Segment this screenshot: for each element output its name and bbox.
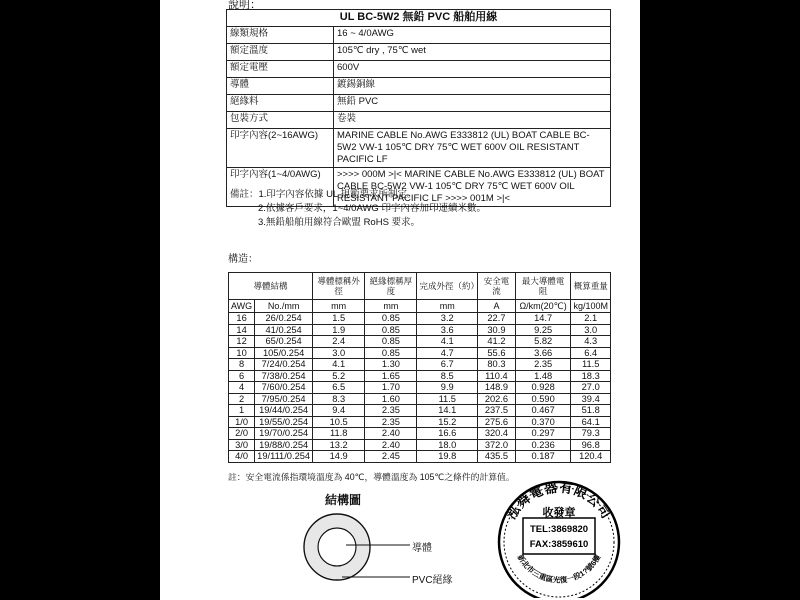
spec-value: 鍍錫銅線 [334, 78, 611, 95]
table-row [229, 359, 611, 371]
table-cell: 14 [229, 324, 255, 336]
table-cell: 30.9 [478, 324, 516, 336]
header-conductor: 導體結構 [229, 273, 313, 300]
table-cell: 7/38/0.254 [255, 370, 313, 382]
table-cell: 1.70 [365, 382, 417, 394]
table-cell: 435.5 [478, 451, 516, 463]
table-cell: 22.7 [478, 313, 516, 325]
table-cell: 41.2 [478, 336, 516, 348]
table-cell: 3.0 [313, 347, 365, 359]
table-cell: 19/44/0.254 [255, 405, 313, 417]
table-cell: 4.1 [417, 336, 478, 348]
table-cell: 4.1 [313, 359, 365, 371]
table-cell: 0.370 [515, 416, 571, 428]
header-label: 說明： [228, 0, 261, 11]
table-cell: 6.5 [313, 382, 365, 394]
spec-value: 卷裝 [334, 112, 611, 129]
table-cell: 55.6 [478, 347, 516, 359]
spec-key: 包裝方式 [227, 112, 334, 129]
table-row [229, 451, 611, 463]
spec-key: 額定電壓 [227, 61, 334, 78]
table-cell: 120.4 [571, 451, 611, 463]
table-cell: 13.2 [313, 439, 365, 451]
table-cell: 1.60 [365, 393, 417, 405]
table-cell: 96.8 [571, 439, 611, 451]
table-cell: 237.5 [478, 405, 516, 417]
stamp-line2: TEL:3869820 [529, 524, 589, 535]
table-cell: 2.40 [365, 439, 417, 451]
table-cell: 80.3 [478, 359, 516, 371]
construction-table [228, 272, 611, 463]
note-1: 備註：1.印字內容依據 UL 規範要求所制定。 [230, 189, 417, 200]
conductor-label: 導體 [412, 543, 432, 554]
table-cell: 4/0 [229, 451, 255, 463]
table-cell: 2.45 [365, 451, 417, 463]
stamp-line1: 收發章 [542, 507, 576, 519]
stamp-line3: FAX:3859610 [529, 539, 589, 550]
table-cell: 16.6 [417, 428, 478, 440]
table-cell: 2/0 [229, 428, 255, 440]
table-cell: 19/111/0.254 [255, 451, 313, 463]
spec-value: 無鉛 PVC [334, 95, 611, 112]
spec-key: 額定溫度 [227, 44, 334, 61]
table-cell: 19/70/0.254 [255, 428, 313, 440]
construction-label: 構造： [228, 254, 258, 265]
table-cell: 11.5 [571, 359, 611, 371]
table-cell: 14.7 [515, 313, 571, 325]
table-cell: 14.9 [313, 451, 365, 463]
spec-value: MARINE CABLE No.AWG E333812 (UL) BOAT CABLE BC-5W2 VW-1 105℃ DRY 75℃ WET 600V OIL RESISTANT PACIFIC LF [334, 129, 611, 168]
table-cell: 7/24/0.254 [255, 359, 313, 371]
table-cell: 2 [229, 393, 255, 405]
table-cell: 41/0.254 [255, 324, 313, 336]
table-cell: 3.0 [571, 324, 611, 336]
table-cell: 2.1 [571, 313, 611, 325]
unit-mm: mm [417, 300, 478, 313]
spec-key: 導體 [227, 78, 334, 95]
header-conductor-od: 導體標稱外徑 [313, 273, 365, 300]
table-row [229, 416, 611, 428]
table-row [229, 347, 611, 359]
table-cell: 0.297 [515, 428, 571, 440]
table-cell: 3.2 [417, 313, 478, 325]
table-row [229, 382, 611, 394]
table-cell: 4.3 [571, 336, 611, 348]
table-cell: 105/0.254 [255, 347, 313, 359]
spec-value: 16 ~ 4/0AWG [334, 27, 611, 44]
table-row [229, 370, 611, 382]
table-cell: 0.928 [515, 382, 571, 394]
table-cell: 12 [229, 336, 255, 348]
spec-title: UL BC-5W2 無鉛 PVC 船舶用線 [227, 10, 611, 27]
unit-kg: kg/100M [571, 300, 611, 313]
spec-key: 印字內容(2~16AWG) [227, 129, 334, 168]
table-row [229, 439, 611, 451]
unit-awg: AWG [229, 300, 255, 313]
table-cell: 1 [229, 405, 255, 417]
spec-value: 600V [334, 61, 611, 78]
table-cell: 1.48 [515, 370, 571, 382]
table-cell: 4.7 [417, 347, 478, 359]
header-resistance: 最大導體電阻 [515, 273, 571, 300]
table-row [229, 405, 611, 417]
table-cell: 8.3 [313, 393, 365, 405]
unit-no: No./mm [255, 300, 313, 313]
document-page [160, 0, 640, 600]
footnote: 註：安全電流係指環境溫度為 40℃，導體溫度為 105℃之條件的計算值。 [228, 472, 515, 482]
table-cell: 5.2 [313, 370, 365, 382]
construction-table-body [229, 313, 611, 463]
table-cell: 372.0 [478, 439, 516, 451]
table-cell: 6 [229, 370, 255, 382]
table-cell: 65/0.254 [255, 336, 313, 348]
diagram-title: 結構圖 [325, 493, 362, 507]
table-cell: 9.9 [417, 382, 478, 394]
insulation-label: PVC絕緣 [412, 575, 453, 586]
company-stamp [495, 480, 623, 598]
note-3: 3.無鉛船舶用線符合歐盟 RoHS 要求。 [258, 217, 421, 228]
table-cell: 10 [229, 347, 255, 359]
note-2: 2.依據客戶要求，1~4/0AWG 印字內容加印連續米數。 [258, 203, 486, 214]
table-cell: 8.5 [417, 370, 478, 382]
unit-a: A [478, 300, 516, 313]
spec-value: >>>> 000M >|< MARINE CABLE No.AWG E333812 (UL) BOAT CABLE BC-5W2 VW-1 105℃ DRY 75℃ WET 600V OIL RESISTANT PACIFIC LF >>>> 001M >|< [334, 168, 611, 207]
table-cell: 2.35 [365, 416, 417, 428]
table-cell: 11.5 [417, 393, 478, 405]
table-cell: 0.85 [365, 313, 417, 325]
table-cell: 0.236 [515, 439, 571, 451]
table-cell: 0.590 [515, 393, 571, 405]
unit-ohm: Ω/km(20℃) [515, 300, 571, 313]
table-cell: 7/60/0.254 [255, 382, 313, 394]
header-weight: 概算重量 [571, 273, 611, 300]
spec-key: 印字內容(1~4/0AWG) [227, 168, 334, 207]
table-cell: 1.5 [313, 313, 365, 325]
table-cell: 148.9 [478, 382, 516, 394]
table-cell: 8 [229, 359, 255, 371]
table-cell: 2.35 [515, 359, 571, 371]
header-finished-od: 完成外徑（約） [417, 273, 478, 300]
table-cell: 19/88/0.254 [255, 439, 313, 451]
table-cell: 0.85 [365, 336, 417, 348]
table-cell: 16 [229, 313, 255, 325]
table-cell: 3.6 [417, 324, 478, 336]
unit-mm: mm [365, 300, 417, 313]
table-cell: 2.40 [365, 428, 417, 440]
table-cell: 1/0 [229, 416, 255, 428]
table-cell: 27.0 [571, 382, 611, 394]
table-cell: 110.4 [478, 370, 516, 382]
table-cell: 1.30 [365, 359, 417, 371]
stamp-bottom-text: 新北市三重區光復一段1?號6樓 [515, 553, 603, 585]
table-cell: 0.85 [365, 324, 417, 336]
table-cell: 320.4 [478, 428, 516, 440]
table-cell: 18.3 [571, 370, 611, 382]
table-cell: 19.8 [417, 451, 478, 463]
table-cell: 26/0.254 [255, 313, 313, 325]
table-row [229, 428, 611, 440]
table-cell: 11.8 [313, 428, 365, 440]
table-row [229, 393, 611, 405]
spec-table [226, 9, 611, 207]
table-cell: 6.4 [571, 347, 611, 359]
table-cell: 6.7 [417, 359, 478, 371]
table-row [229, 324, 611, 336]
table-cell: 39.4 [571, 393, 611, 405]
table-cell: 3.66 [515, 347, 571, 359]
table-cell: 1.9 [313, 324, 365, 336]
header-insulation: 絕緣標稱厚度 [365, 273, 417, 300]
table-cell: 9.4 [313, 405, 365, 417]
table-cell: 0.467 [515, 405, 571, 417]
table-cell: 0.187 [515, 451, 571, 463]
table-cell: 19/55/0.254 [255, 416, 313, 428]
table-cell: 275.6 [478, 416, 516, 428]
stamp-ring-text: 泓舜電器有限公司 [503, 480, 615, 522]
table-cell: 1.65 [365, 370, 417, 382]
table-row [229, 336, 611, 348]
table-cell: 3/0 [229, 439, 255, 451]
table-cell: 202.6 [478, 393, 516, 405]
conductor-core [318, 528, 356, 566]
table-cell: 10.5 [313, 416, 365, 428]
spec-key: 線類規格 [227, 27, 334, 44]
table-cell: 2.35 [365, 405, 417, 417]
table-cell: 5.82 [515, 336, 571, 348]
table-cell: 0.85 [365, 347, 417, 359]
header-ampacity: 安全電流 [478, 273, 516, 300]
table-cell: 15.2 [417, 416, 478, 428]
spec-key: 絕緣料 [227, 95, 334, 112]
table-cell: 18.0 [417, 439, 478, 451]
svg-text:新北市三重區光復一段1?號6樓 [516, 552, 603, 585]
table-cell: 51.8 [571, 405, 611, 417]
table-cell: 64.1 [571, 416, 611, 428]
table-cell: 79.3 [571, 428, 611, 440]
unit-mm: mm [313, 300, 365, 313]
table-row [229, 313, 611, 325]
table-cell: 2.4 [313, 336, 365, 348]
table-cell: 7/95/0.254 [255, 393, 313, 405]
table-cell: 9.25 [515, 324, 571, 336]
spec-value: 105℃ dry , 75℃ wet [334, 44, 611, 61]
table-cell: 4 [229, 382, 255, 394]
table-cell: 14.1 [417, 405, 478, 417]
